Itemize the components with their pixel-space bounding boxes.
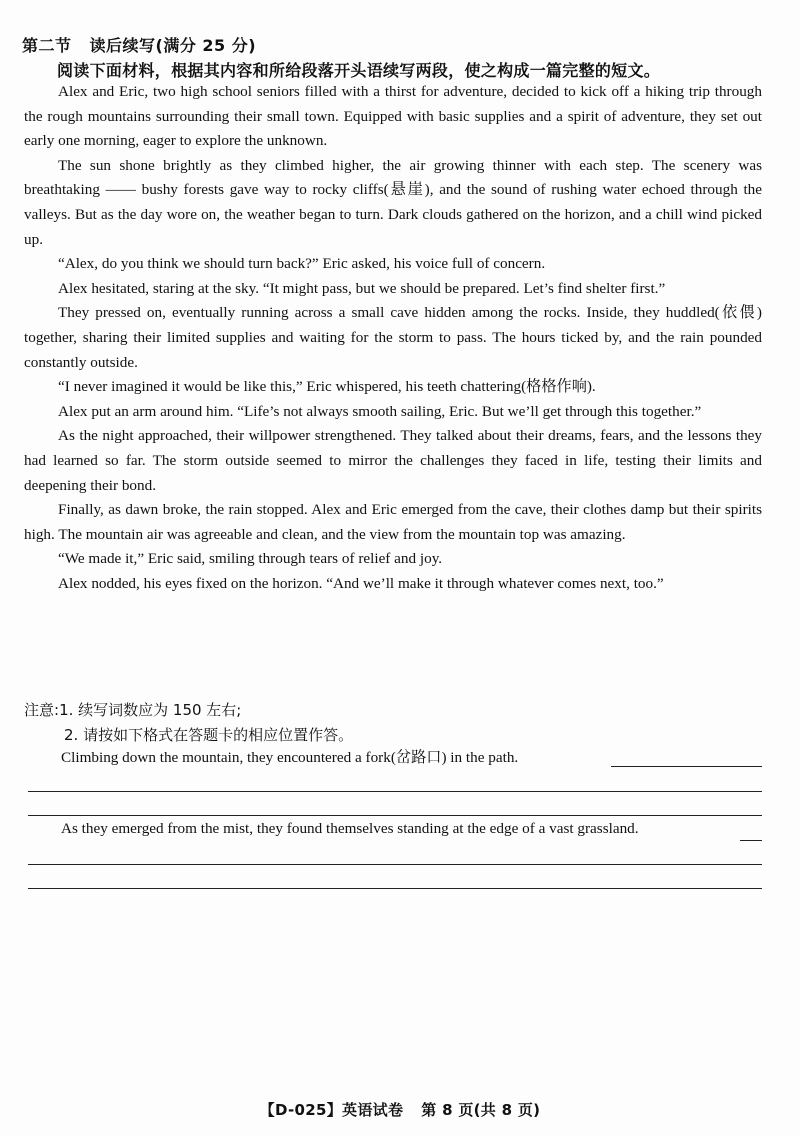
answer-line[interactable] xyxy=(28,815,762,816)
continuation-prompt-1: Climbing down the mountain, they encountered a fork(岔路口) in the path. xyxy=(61,749,519,766)
section-number: 第二节 xyxy=(22,36,72,55)
notes-block xyxy=(24,698,764,747)
answer-blank-inline-1[interactable] xyxy=(611,766,762,767)
passage-paragraph: They pressed on, eventually running across a small cave hidden among the rocks. Inside, they huddled(依偎) together, sharing their limited supplies and waiting for the storm to pass. The hours ticked by, and the rain pounded constantly outside. xyxy=(24,304,762,371)
page-number: 第 8 页(共 8 页) xyxy=(421,1101,541,1119)
passage-paragraph: Alex hesitated, staring at the sky. “It might pass, but we should be prepared. Let’s find shelter first.” xyxy=(58,279,666,297)
note-item: 1. 续写词数应为 150 左右; xyxy=(59,701,242,719)
passage-paragraph: “We made it,” Eric said, smiling through tears of relief and joy. xyxy=(58,550,443,568)
answer-line[interactable] xyxy=(28,864,762,865)
passage-paragraph: Alex and Eric, two high school seniors filled with a thirst for adventure, decided to kick off a hiking trip through the rough mountains surrounding their small town. Equipped with basic supplies and a spirit of adventure, they set out early one morning, eager to explore the unknown. xyxy=(24,83,762,150)
page-footer xyxy=(0,1099,800,1120)
passage-paragraph: “I never imagined it would be like this,” Eric whispered, his teeth chattering(格格作响). xyxy=(58,378,596,396)
exam-code: 【D-025】英语试卷 xyxy=(259,1101,404,1119)
section-heading xyxy=(22,33,256,56)
note-row-2 xyxy=(24,723,764,748)
passage-paragraph: The sun shone brightly as they climbed higher, the air growing thinner with each step. The scenery was breathtaking —— bushy forests gave way to rocky cliffs(悬崖), and the sound of rushing water echoed through the valleys. But as the day wore on, the weather began to turn. Dark clouds gathered on the horizon, and a chill wind picked up. xyxy=(24,156,762,248)
answer-blank-inline-2[interactable] xyxy=(740,840,762,841)
notes-label: 注意: xyxy=(24,701,60,719)
answer-line[interactable] xyxy=(28,791,762,792)
continuation-prompt-2: As they emerged from the mist, they found themselves standing at the edge of a vast grassland. xyxy=(61,820,639,837)
reading-passage xyxy=(24,80,762,596)
passage-paragraph: “Alex, do you think we should turn back?” Eric asked, his voice full of concern. xyxy=(58,255,546,273)
passage-paragraph: As the night approached, their willpower strengthened. They talked about their dreams, fears, and the lessons they had learned so far. The storm outside seemed to mirror the challenges they faced in life, testing their limits and deepening their bond. xyxy=(24,427,762,494)
passage-paragraph: Alex nodded, his eyes fixed on the horizon. “And we’ll make it through whatever comes next, too.” xyxy=(58,574,664,592)
answer-line[interactable] xyxy=(28,888,762,889)
task-instruction: 阅读下面材料，根据其内容和所给段落开头语续写两段，使之构成一篇完整的短文。 xyxy=(57,61,661,80)
note-row-1 xyxy=(24,698,764,723)
passage-paragraph: Finally, as dawn broke, the rain stopped. Alex and Eric emerged from the cave, their clothes damp but their spirits high. The mountain air was agreeable and clean, and the view from the mountain top was amazing. xyxy=(24,501,762,543)
passage-paragraph: Alex put an arm around him. “Life’s not always smooth sailing, Eric. But we’ll get through this together.” xyxy=(58,402,702,420)
note-item: 2. 请按如下格式在答题卡的相应位置作答。 xyxy=(64,725,354,744)
section-title: 读后续写(满分 25 分) xyxy=(89,36,257,55)
